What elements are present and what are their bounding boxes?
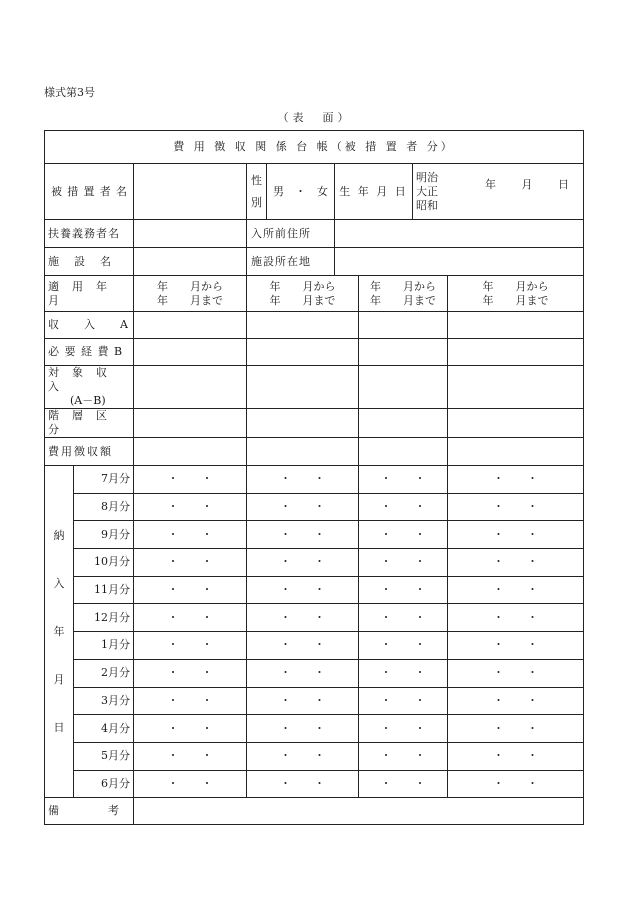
prev-address-field[interactable] (335, 220, 584, 248)
month-label: 10月分 (74, 549, 134, 577)
person-name-field[interactable] (134, 164, 247, 220)
date-separator-dot: ・ (414, 472, 426, 486)
payment-date-cell-1[interactable] (134, 576, 247, 604)
date-separator-dot: ・ (201, 500, 213, 514)
date-separator-dot: ・ (380, 610, 392, 624)
payment-date-cell-2[interactable] (247, 770, 359, 798)
date-separator-dot: ・ (280, 721, 291, 735)
remarks-field[interactable] (134, 798, 584, 825)
prev-address-label: 入所前住所 (247, 220, 335, 248)
payment-date-cell-2[interactable] (247, 549, 359, 577)
payment-date-cell-3[interactable] (359, 770, 448, 798)
date-separator-dot: ・ (201, 749, 213, 763)
date-separator-dot: ・ (201, 527, 213, 541)
date-separator-dot: ・ (414, 749, 426, 763)
target-income-cell-2[interactable] (247, 366, 359, 409)
date-separator-dot: ・ (414, 527, 426, 541)
payment-date-cell-4[interactable] (448, 521, 584, 549)
payment-date-cell-1[interactable] (134, 549, 247, 577)
expenses-row (45, 339, 584, 366)
payment-date-cell-4[interactable] (448, 604, 584, 632)
date-separator-dot: ・ (527, 638, 539, 652)
fee-amount-cell-1[interactable] (134, 438, 247, 466)
date-separator-dot: ・ (527, 693, 539, 707)
fee-amount-cell-4[interactable] (448, 438, 584, 466)
supporter-name-label: 扶養義務者名 (45, 220, 134, 248)
date-separator-dot: ・ (280, 527, 291, 541)
payment-date-cell-3[interactable] (359, 632, 448, 660)
sex-field[interactable]: 男 ・ 女 (267, 164, 335, 220)
date-separator-dot: ・ (493, 472, 505, 486)
date-separator-dot: ・ (167, 555, 179, 569)
date-separator-dot: ・ (314, 693, 325, 707)
period-cell-3[interactable]: 年 月から 年 月まで (359, 276, 448, 312)
expenses-cell-1[interactable] (134, 339, 247, 366)
income-cell-1[interactable] (134, 312, 247, 339)
payment-month-row (45, 466, 584, 494)
month-label: 9月分 (74, 521, 134, 549)
date-separator-dot: ・ (527, 610, 539, 624)
month-label: 4月分 (74, 715, 134, 743)
date-separator-dot: ・ (527, 555, 539, 569)
date-separator-dot: ・ (280, 776, 291, 790)
year-label: 年 (485, 178, 497, 191)
date-separator-dot: ・ (167, 500, 179, 514)
date-separator-dot: ・ (314, 527, 325, 541)
date-separator-dot: ・ (380, 472, 392, 486)
date-separator-dot: ・ (314, 500, 325, 514)
birth-date-field[interactable] (413, 164, 584, 220)
date-separator-dot: ・ (280, 500, 291, 514)
date-separator-dot: ・ (280, 749, 291, 763)
income-cell-2[interactable] (247, 312, 359, 339)
fee-amount-cell-3[interactable] (359, 438, 448, 466)
date-separator-dot: ・ (201, 721, 213, 735)
tier-row (45, 409, 584, 438)
birth-ymd (485, 178, 569, 192)
expenses-cell-4[interactable] (448, 339, 584, 366)
date-separator-dot: ・ (527, 500, 539, 514)
payment-month-row (45, 493, 584, 521)
income-row (45, 312, 584, 339)
month-label: 11月分 (74, 576, 134, 604)
date-separator-dot: ・ (280, 472, 291, 486)
expenses-cell-3[interactable] (359, 339, 448, 366)
date-separator-dot: ・ (314, 721, 325, 735)
payment-date-cell-4[interactable] (448, 770, 584, 798)
tier-cell-4[interactable] (448, 409, 584, 438)
person-name-label: 被措置者名 (45, 164, 134, 220)
payment-month-row (45, 521, 584, 549)
facility-name-field[interactable] (134, 248, 247, 276)
payment-date-char: 月 (53, 672, 65, 686)
remarks-row (45, 798, 584, 825)
payment-date-char: 年 (53, 624, 65, 638)
facility-address-label: 施設所在地 (247, 248, 335, 276)
payment-date-cell-2[interactable] (247, 576, 359, 604)
remarks-label: 備 考 (45, 798, 134, 825)
payment-date-cell-1[interactable] (134, 770, 247, 798)
payment-month-row (45, 687, 584, 715)
date-separator-dot: ・ (527, 472, 539, 486)
month-label: 1月分 (74, 632, 134, 660)
tier-cell-2[interactable] (247, 409, 359, 438)
date-separator-dot: ・ (414, 638, 426, 652)
period-row (45, 276, 584, 312)
date-separator-dot: ・ (167, 583, 179, 597)
date-separator-dot: ・ (527, 527, 539, 541)
date-separator-dot: ・ (201, 666, 213, 680)
payment-date-cell-1[interactable] (134, 715, 247, 743)
payment-month-rows (45, 466, 584, 798)
date-separator-dot: ・ (314, 749, 325, 763)
form-title: 費 用 徴 収 関 係 台 帳（被 措 置 者 分） (45, 131, 584, 164)
date-separator-dot: ・ (414, 500, 426, 514)
facility-address-field[interactable] (335, 248, 584, 276)
payment-date-cell-1[interactable] (134, 466, 247, 494)
month-label: 8月分 (74, 493, 134, 521)
payment-date-cell-2[interactable] (247, 604, 359, 632)
payment-date-cell-1[interactable] (134, 659, 247, 687)
date-separator-dot: ・ (527, 666, 539, 680)
payment-date-cell-2[interactable] (247, 632, 359, 660)
payment-date-cell-2[interactable] (247, 466, 359, 494)
date-separator-dot: ・ (201, 693, 213, 707)
day-label: 日 (558, 178, 570, 191)
payment-date-label (45, 466, 74, 798)
target-income-cell-4[interactable] (448, 366, 584, 409)
date-separator-dot: ・ (380, 555, 392, 569)
payment-date-cell-3[interactable] (359, 549, 448, 577)
side-label: （表 面） (277, 111, 353, 124)
date-separator-dot: ・ (414, 610, 426, 624)
payment-date-cell-2[interactable] (247, 521, 359, 549)
date-separator-dot: ・ (527, 776, 539, 790)
month-label: 月 (521, 178, 533, 191)
form-number: 様式第3号 (44, 86, 95, 99)
date-separator-dot: ・ (167, 610, 179, 624)
date-separator-dot: ・ (414, 555, 426, 569)
date-separator-dot: ・ (314, 610, 325, 624)
payment-date-cell-4[interactable] (448, 466, 584, 494)
date-separator-dot: ・ (527, 749, 539, 763)
payment-month-row (45, 576, 584, 604)
payment-date-cell-3[interactable] (359, 742, 448, 770)
date-separator-dot: ・ (201, 776, 213, 790)
payment-date-cell-2[interactable] (247, 687, 359, 715)
date-separator-dot: ・ (167, 721, 179, 735)
expenses-cell-2[interactable] (247, 339, 359, 366)
date-separator-dot: ・ (380, 638, 392, 652)
sex-label-text: 性別 (251, 173, 262, 209)
date-separator-dot: ・ (493, 693, 505, 707)
payment-date-char: 入 (53, 576, 65, 590)
date-separator-dot: ・ (380, 500, 392, 514)
date-separator-dot: ・ (414, 693, 426, 707)
payment-month-row (45, 770, 584, 798)
payment-date-cell-3[interactable] (359, 521, 448, 549)
period-cell-4[interactable]: 年 月から 年 月まで (448, 276, 584, 312)
month-label: 3月分 (74, 687, 134, 715)
facility-name-label: 施 設 名 (45, 248, 134, 276)
date-separator-dot: ・ (314, 666, 325, 680)
date-separator-dot: ・ (167, 472, 179, 486)
payment-date-cell-4[interactable] (448, 742, 584, 770)
date-separator-dot: ・ (493, 721, 505, 735)
payment-date-cell-3[interactable] (359, 687, 448, 715)
date-separator-dot: ・ (314, 776, 325, 790)
era-meiji: 明治 (416, 170, 438, 184)
period-label: 適 用 年 月 (45, 276, 134, 312)
payment-month-row (45, 659, 584, 687)
income-cell-4[interactable] (448, 312, 584, 339)
date-separator-dot: ・ (380, 666, 392, 680)
fee-amount-row (45, 438, 584, 466)
date-separator-dot: ・ (414, 776, 426, 790)
payment-date-cell-4[interactable] (448, 576, 584, 604)
payment-month-row (45, 742, 584, 770)
date-separator-dot: ・ (167, 666, 179, 680)
date-separator-dot: ・ (380, 583, 392, 597)
date-separator-dot: ・ (493, 555, 505, 569)
payment-date-cell-4[interactable] (448, 715, 584, 743)
payment-date-cell-4[interactable] (448, 493, 584, 521)
date-separator-dot: ・ (380, 776, 392, 790)
month-label: 5月分 (74, 742, 134, 770)
date-separator-dot: ・ (201, 638, 213, 652)
date-separator-dot: ・ (493, 776, 505, 790)
payment-date-cell-3[interactable] (359, 493, 448, 521)
payment-date-cell-3[interactable] (359, 715, 448, 743)
payment-date-cell-2[interactable] (247, 715, 359, 743)
date-separator-dot: ・ (314, 472, 325, 486)
month-label: 6月分 (74, 770, 134, 798)
date-separator-dot: ・ (493, 527, 505, 541)
target-income-label: 対 象 収 入 (A－B) (45, 366, 134, 409)
income-cell-3[interactable] (359, 312, 448, 339)
payment-month-row (45, 549, 584, 577)
payment-date-cell-1[interactable] (134, 604, 247, 632)
tier-cell-3[interactable] (359, 409, 448, 438)
month-label: 7月分 (74, 466, 134, 494)
date-separator-dot: ・ (380, 693, 392, 707)
target-income-row (45, 366, 584, 409)
income-label: 収 入 A (45, 312, 134, 339)
payment-date-cell-2[interactable] (247, 493, 359, 521)
payment-date-cell-1[interactable] (134, 493, 247, 521)
date-separator-dot: ・ (414, 666, 426, 680)
month-label: 2月分 (74, 659, 134, 687)
sex-label (247, 164, 267, 220)
payment-date-char: 納 (53, 528, 65, 542)
payment-date-cell-3[interactable] (359, 659, 448, 687)
payment-month-row (45, 632, 584, 660)
date-separator-dot: ・ (380, 527, 392, 541)
date-separator-dot: ・ (493, 638, 505, 652)
date-separator-dot: ・ (493, 749, 505, 763)
expenses-label: 必 要 経 費 B (45, 339, 134, 366)
ledger-table (44, 130, 584, 825)
payment-date-cell-4[interactable] (448, 687, 584, 715)
payment-date-cell-3[interactable] (359, 604, 448, 632)
date-separator-dot: ・ (527, 583, 539, 597)
payment-date-cell-1[interactable] (134, 742, 247, 770)
payment-date-cell-1[interactable] (134, 687, 247, 715)
payment-month-row (45, 604, 584, 632)
period-cell-2[interactable]: 年 月から 年 月まで (247, 276, 359, 312)
fee-amount-label: 費用徴収額 (45, 438, 134, 466)
payment-date-cell-4[interactable] (448, 632, 584, 660)
date-separator-dot: ・ (380, 749, 392, 763)
date-separator-dot: ・ (493, 666, 505, 680)
birth-date-label: 生 年 月 日 (335, 164, 413, 220)
era-taisho: 大正 (416, 184, 438, 198)
month-label: 12月分 (74, 604, 134, 632)
date-separator-dot: ・ (493, 583, 505, 597)
payment-date-cell-3[interactable] (359, 576, 448, 604)
date-separator-dot: ・ (167, 638, 179, 652)
date-separator-dot: ・ (201, 555, 213, 569)
payment-date-char: 日 (53, 720, 65, 734)
date-separator-dot: ・ (280, 638, 291, 652)
date-separator-dot: ・ (280, 555, 291, 569)
payment-date-cell-3[interactable] (359, 466, 448, 494)
date-separator-dot: ・ (201, 472, 213, 486)
payment-date-cell-2[interactable] (247, 742, 359, 770)
date-separator-dot: ・ (201, 610, 213, 624)
payment-date-cell-1[interactable] (134, 632, 247, 660)
date-separator-dot: ・ (167, 749, 179, 763)
date-separator-dot: ・ (167, 776, 179, 790)
payment-date-cell-4[interactable] (448, 659, 584, 687)
date-separator-dot: ・ (380, 721, 392, 735)
tier-cell-1[interactable] (134, 409, 247, 438)
tier-label: 階 層 区 分 (45, 409, 134, 438)
supporter-name-field[interactable] (134, 220, 247, 248)
date-separator-dot: ・ (280, 610, 291, 624)
date-separator-dot: ・ (527, 721, 539, 735)
payment-month-row (45, 715, 584, 743)
era-showa: 昭和 (416, 198, 438, 212)
date-separator-dot: ・ (280, 666, 291, 680)
period-cell-1[interactable]: 年 月から 年 月まで (134, 276, 247, 312)
date-separator-dot: ・ (414, 583, 426, 597)
payment-date-cell-1[interactable] (134, 521, 247, 549)
date-separator-dot: ・ (314, 555, 325, 569)
target-income-cell-3[interactable] (359, 366, 448, 409)
date-separator-dot: ・ (280, 693, 291, 707)
date-separator-dot: ・ (280, 583, 291, 597)
date-separator-dot: ・ (167, 693, 179, 707)
payment-date-cell-2[interactable] (247, 659, 359, 687)
date-separator-dot: ・ (493, 610, 505, 624)
fee-amount-cell-2[interactable] (247, 438, 359, 466)
date-separator-dot: ・ (314, 638, 325, 652)
date-separator-dot: ・ (201, 583, 213, 597)
target-income-cell-1[interactable] (134, 366, 247, 409)
payment-date-cell-4[interactable] (448, 549, 584, 577)
date-separator-dot: ・ (314, 583, 325, 597)
date-separator-dot: ・ (167, 527, 179, 541)
date-separator-dot: ・ (414, 721, 426, 735)
date-separator-dot: ・ (493, 500, 505, 514)
